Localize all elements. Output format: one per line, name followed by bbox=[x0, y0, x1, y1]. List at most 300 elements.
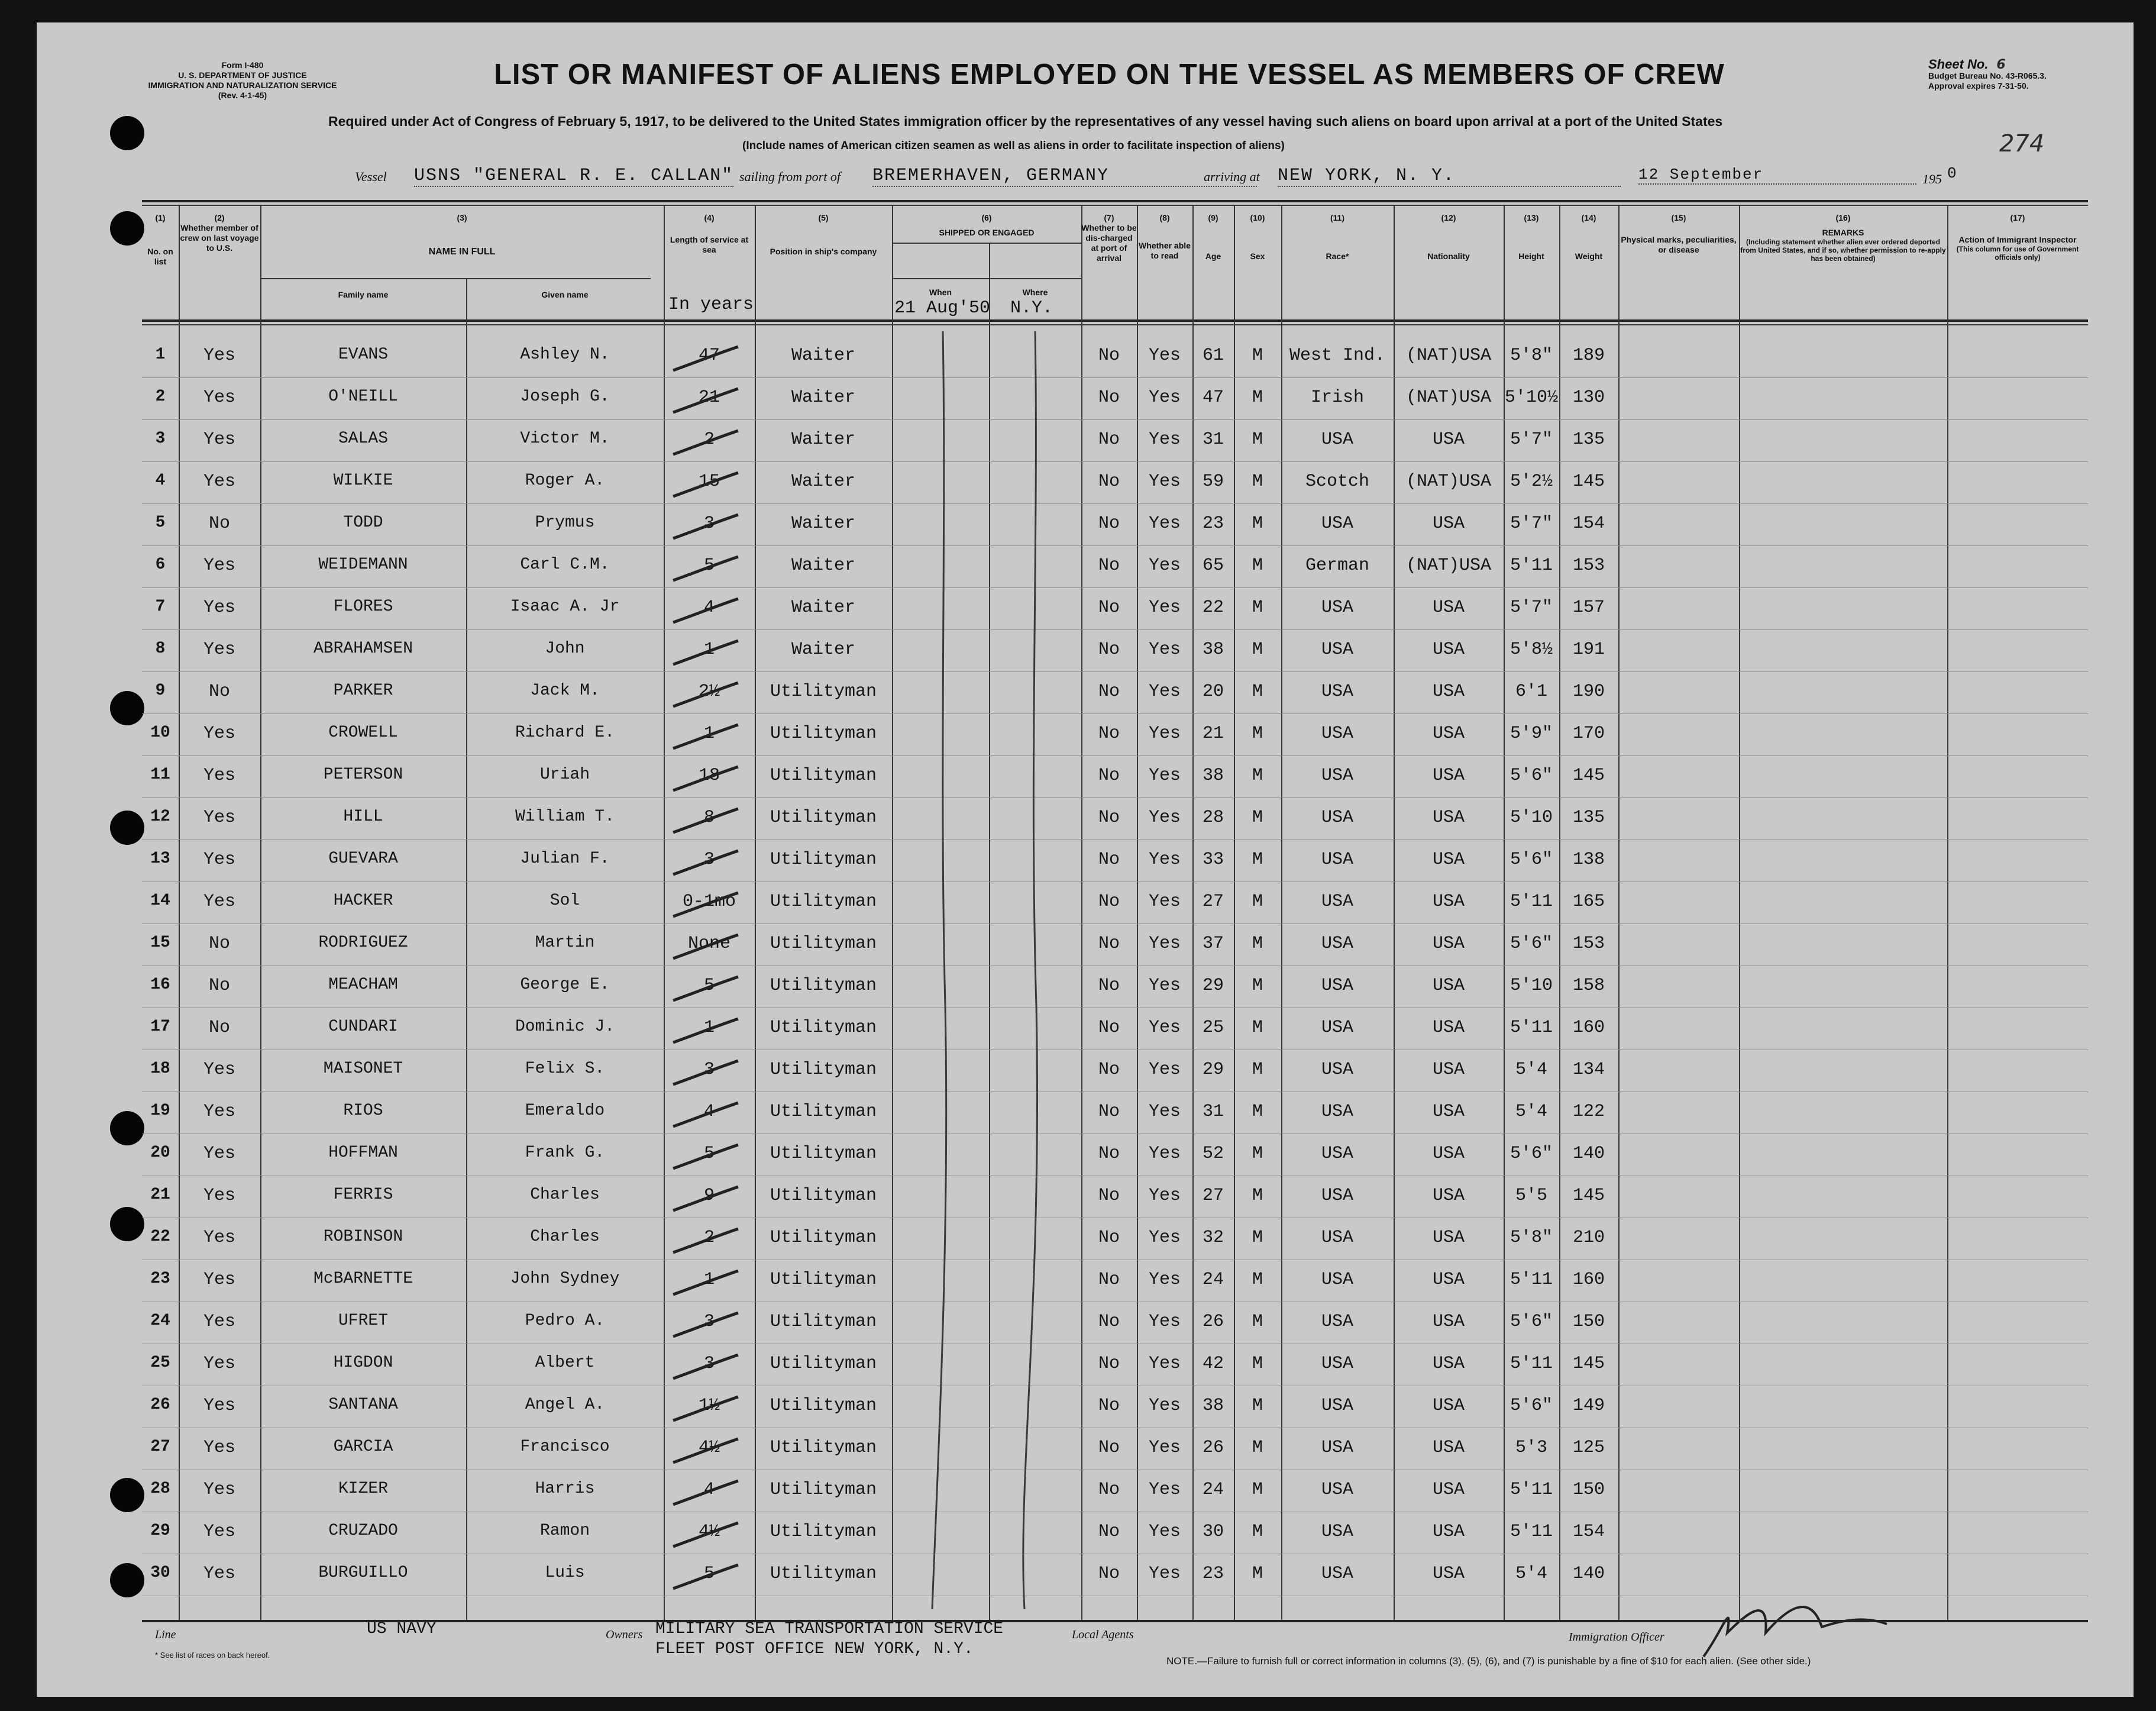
row-number: 8 bbox=[155, 640, 166, 658]
family-name: O'NEILL bbox=[328, 388, 398, 406]
position: Waiter bbox=[791, 346, 856, 366]
nationality: USA bbox=[1432, 766, 1465, 786]
weight: 153 bbox=[1572, 934, 1605, 954]
able-to-read: Yes bbox=[1148, 1396, 1181, 1416]
position: Utilityman bbox=[770, 1480, 877, 1500]
prev-voyage: Yes bbox=[203, 850, 235, 870]
family-name: McBARNETTE bbox=[313, 1270, 413, 1288]
age: 21 bbox=[1202, 724, 1224, 744]
col-header-name: (3) NAME IN FULL bbox=[428, 213, 496, 257]
col-header-age: (9) Age bbox=[1205, 213, 1221, 261]
height: 5'5 bbox=[1515, 1186, 1547, 1206]
nationality: USA bbox=[1432, 1186, 1465, 1206]
race: USA bbox=[1321, 976, 1353, 996]
service-length: 1½ bbox=[698, 1396, 720, 1416]
row-number: 23 bbox=[150, 1270, 170, 1288]
sex: M bbox=[1252, 1270, 1263, 1290]
service-length: 8 bbox=[703, 808, 715, 828]
height: 5'6" bbox=[1509, 850, 1553, 870]
able-to-read: Yes bbox=[1148, 1312, 1181, 1332]
able-to-read: Yes bbox=[1148, 472, 1181, 492]
age: 24 bbox=[1202, 1270, 1224, 1290]
position: Utilityman bbox=[770, 1270, 877, 1290]
age: 37 bbox=[1202, 934, 1224, 954]
service-length: 9 bbox=[703, 1186, 715, 1206]
height: 5'6" bbox=[1509, 1144, 1553, 1164]
row-number: 7 bbox=[155, 598, 166, 616]
height: 5'4 bbox=[1515, 1060, 1547, 1080]
family-name: HILL bbox=[343, 808, 383, 826]
age: 65 bbox=[1202, 556, 1224, 576]
row-number: 19 bbox=[150, 1102, 170, 1120]
age: 27 bbox=[1202, 1186, 1224, 1206]
nationality: USA bbox=[1432, 1102, 1465, 1122]
discharged: No bbox=[1098, 1522, 1120, 1542]
family-name: CROWELL bbox=[328, 724, 398, 742]
height: 5'6" bbox=[1509, 1396, 1553, 1416]
position: Utilityman bbox=[770, 976, 877, 996]
race: USA bbox=[1321, 766, 1353, 786]
height: 5'8½ bbox=[1509, 640, 1553, 660]
able-to-read: Yes bbox=[1148, 682, 1181, 702]
weight: 122 bbox=[1572, 1102, 1605, 1122]
row-number: 6 bbox=[155, 556, 166, 574]
able-to-read: Yes bbox=[1148, 1060, 1181, 1080]
service-length: 21 bbox=[698, 388, 720, 408]
row-number: 17 bbox=[150, 1018, 170, 1036]
sex: M bbox=[1252, 388, 1263, 408]
discharged: No bbox=[1098, 850, 1120, 870]
family-name: CRUZADO bbox=[328, 1522, 398, 1540]
prev-voyage: Yes bbox=[203, 1522, 235, 1542]
age: 26 bbox=[1202, 1312, 1224, 1332]
weight: 138 bbox=[1572, 850, 1605, 870]
family-name: HIGDON bbox=[333, 1354, 393, 1372]
able-to-read: Yes bbox=[1148, 1144, 1181, 1164]
race: West Ind. bbox=[1289, 346, 1386, 366]
discharged: No bbox=[1098, 640, 1120, 660]
discharged: No bbox=[1098, 1018, 1120, 1038]
arriving-label: arriving at bbox=[1204, 169, 1260, 184]
prev-voyage: Yes bbox=[203, 388, 235, 408]
row-number: 4 bbox=[155, 472, 166, 490]
service-length: 1 bbox=[703, 724, 715, 744]
row-number: 3 bbox=[155, 430, 166, 448]
nationality: USA bbox=[1432, 682, 1465, 702]
family-name: TODD bbox=[343, 514, 383, 532]
discharged: No bbox=[1098, 976, 1120, 996]
col-header-discharged: (7) Whether to be dis-charged at port of arrival bbox=[1081, 213, 1137, 263]
prev-voyage: No bbox=[208, 514, 230, 534]
discharged: No bbox=[1098, 472, 1120, 492]
nationality: USA bbox=[1432, 892, 1465, 912]
given-name: Jack M. bbox=[530, 682, 600, 700]
able-to-read: Yes bbox=[1148, 1438, 1181, 1458]
height: 5'11 bbox=[1509, 1018, 1553, 1038]
discharged: No bbox=[1098, 430, 1120, 450]
service-length: 2½ bbox=[698, 682, 720, 702]
col-header-physical: (15) Physical marks, peculiarities, or disease bbox=[1621, 213, 1737, 254]
height: 6'1 bbox=[1515, 682, 1547, 702]
weight: 160 bbox=[1572, 1018, 1605, 1038]
shipped-where: N.Y. bbox=[1010, 298, 1053, 318]
height: 5'2½ bbox=[1509, 472, 1553, 492]
sex: M bbox=[1252, 724, 1263, 744]
given-name: Felix S. bbox=[525, 1060, 605, 1078]
prev-voyage: Yes bbox=[203, 1186, 235, 1206]
able-to-read: Yes bbox=[1148, 724, 1181, 744]
col-header-read: (8) Whether able to read bbox=[1139, 213, 1191, 260]
height: 5'7" bbox=[1509, 598, 1553, 618]
able-to-read: Yes bbox=[1148, 850, 1181, 870]
able-to-read: Yes bbox=[1148, 598, 1181, 618]
weight: 153 bbox=[1572, 556, 1605, 576]
given-name: Carl C.M. bbox=[520, 556, 610, 574]
able-to-read: Yes bbox=[1148, 976, 1181, 996]
weight: 130 bbox=[1572, 388, 1605, 408]
race: German bbox=[1305, 556, 1370, 576]
family-name: PARKER bbox=[333, 682, 393, 700]
given-name: Angel A. bbox=[525, 1396, 605, 1414]
given-name: Luis bbox=[545, 1564, 585, 1582]
discharged: No bbox=[1098, 766, 1120, 786]
when-continuation-line bbox=[932, 331, 946, 1609]
height: 5'9" bbox=[1509, 724, 1553, 744]
nationality: USA bbox=[1432, 514, 1465, 534]
position: Utilityman bbox=[770, 808, 877, 828]
row-number: 5 bbox=[155, 514, 166, 532]
prev-voyage: Yes bbox=[203, 430, 235, 450]
able-to-read: Yes bbox=[1148, 934, 1181, 954]
row-number: 24 bbox=[150, 1312, 170, 1330]
year-suffix: 0 bbox=[1947, 164, 1957, 182]
family-name: WILKIE bbox=[333, 472, 393, 490]
weight: 140 bbox=[1572, 1564, 1605, 1584]
able-to-read: Yes bbox=[1148, 388, 1181, 408]
race: USA bbox=[1321, 1270, 1353, 1290]
service-length: 5 bbox=[703, 1564, 715, 1584]
prev-voyage: Yes bbox=[203, 346, 235, 366]
age: 31 bbox=[1202, 430, 1224, 450]
service-name: IMMIGRATION AND NATURALIZATION SERVICE bbox=[148, 80, 337, 90]
family-name: BURGUILLO bbox=[318, 1564, 408, 1582]
line-label: Line bbox=[155, 1628, 176, 1641]
weight: 154 bbox=[1572, 1522, 1605, 1542]
position: Waiter bbox=[791, 472, 856, 492]
sex: M bbox=[1252, 1312, 1263, 1332]
service-length: 3 bbox=[703, 850, 715, 870]
weight: 145 bbox=[1572, 1354, 1605, 1374]
prev-voyage: Yes bbox=[203, 1354, 235, 1374]
age: 33 bbox=[1202, 850, 1224, 870]
discharged: No bbox=[1098, 556, 1120, 576]
weight: 145 bbox=[1572, 766, 1605, 786]
age: 20 bbox=[1202, 682, 1224, 702]
sex: M bbox=[1252, 766, 1263, 786]
sex: M bbox=[1252, 1018, 1263, 1038]
height: 5'4 bbox=[1515, 1564, 1547, 1584]
race: USA bbox=[1321, 640, 1353, 660]
given-name: Emeraldo bbox=[525, 1102, 605, 1120]
height: 5'11 bbox=[1509, 1480, 1553, 1500]
service-length: 4 bbox=[703, 1102, 715, 1122]
row-number: 25 bbox=[150, 1354, 170, 1372]
position: Utilityman bbox=[770, 1564, 877, 1584]
col-header-position: (5) Position in ship's company bbox=[770, 213, 877, 256]
age: 52 bbox=[1202, 1144, 1224, 1164]
nationality: USA bbox=[1432, 1228, 1465, 1248]
discharged: No bbox=[1098, 724, 1120, 744]
weight: 125 bbox=[1572, 1438, 1605, 1458]
race: USA bbox=[1321, 1522, 1353, 1542]
given-name: Joseph G. bbox=[520, 388, 610, 406]
weight: 145 bbox=[1572, 472, 1605, 492]
col-header-weight: (14) Weight bbox=[1575, 213, 1603, 261]
given-name: Martin bbox=[535, 934, 595, 952]
age: 23 bbox=[1202, 1564, 1224, 1584]
discharged: No bbox=[1098, 1144, 1120, 1164]
sex: M bbox=[1252, 808, 1263, 828]
discharged: No bbox=[1098, 1186, 1120, 1206]
family-name: ROBINSON bbox=[323, 1228, 403, 1246]
position: Utilityman bbox=[770, 1354, 877, 1374]
race: USA bbox=[1321, 514, 1353, 534]
age: 61 bbox=[1202, 346, 1224, 366]
position: Waiter bbox=[791, 556, 856, 576]
vessel-label: Vessel bbox=[355, 169, 387, 184]
year-prefix: 195 bbox=[1922, 172, 1942, 186]
height: 5'7" bbox=[1509, 430, 1553, 450]
family-name: WEIDEMANN bbox=[318, 556, 408, 574]
service-length: 5 bbox=[703, 556, 715, 576]
position: Utilityman bbox=[770, 1438, 877, 1458]
height: 5'10 bbox=[1509, 976, 1553, 996]
position: Utilityman bbox=[770, 1396, 877, 1416]
family-name: MAISONET bbox=[323, 1060, 403, 1078]
sex: M bbox=[1252, 514, 1263, 534]
sex: M bbox=[1252, 682, 1263, 702]
weight: 170 bbox=[1572, 724, 1605, 744]
able-to-read: Yes bbox=[1148, 1480, 1181, 1500]
age: 29 bbox=[1202, 1060, 1224, 1080]
sex: M bbox=[1252, 1522, 1263, 1542]
prev-voyage: Yes bbox=[203, 766, 235, 786]
given-name: Julian F. bbox=[520, 850, 610, 868]
height: 5'6" bbox=[1509, 934, 1553, 954]
given-name: Uriah bbox=[539, 766, 590, 784]
family-name: ABRAHAMSEN bbox=[313, 640, 413, 658]
position: Utilityman bbox=[770, 892, 877, 912]
given-name: Victor M. bbox=[520, 430, 610, 448]
sex: M bbox=[1252, 1186, 1263, 1206]
age: 27 bbox=[1202, 892, 1224, 912]
given-name: Charles bbox=[530, 1186, 600, 1204]
col-header-remarks: (16) REMARKS (Including statement whether alien ever ordered deported from United States, and if so, whether permission to re-apply has been obtained) bbox=[1740, 213, 1946, 263]
race: USA bbox=[1321, 1102, 1353, 1122]
position: Utilityman bbox=[770, 1060, 877, 1080]
height: 5'6" bbox=[1509, 766, 1553, 786]
given-name: Pedro A. bbox=[525, 1312, 605, 1330]
able-to-read: Yes bbox=[1148, 1186, 1181, 1206]
nationality: USA bbox=[1432, 976, 1465, 996]
height: 5'10½ bbox=[1504, 388, 1558, 408]
service-length: 15 bbox=[698, 472, 720, 492]
revision: (Rev. 4-1-45) bbox=[218, 91, 267, 100]
family-name: GARCIA bbox=[333, 1438, 393, 1456]
position: Waiter bbox=[791, 388, 856, 408]
sex: M bbox=[1252, 1396, 1263, 1416]
budget-number: Budget Bureau No. 43-R065.3. bbox=[1928, 71, 2047, 80]
discharged: No bbox=[1098, 1102, 1120, 1122]
discharged: No bbox=[1098, 1270, 1120, 1290]
discharged: No bbox=[1098, 514, 1120, 534]
sailing-label: sailing from port of bbox=[739, 169, 841, 184]
given-name: Prymus bbox=[535, 514, 595, 532]
shipped-when: 21 Aug'50 bbox=[894, 298, 991, 318]
nationality: USA bbox=[1432, 1060, 1465, 1080]
able-to-read: Yes bbox=[1148, 1102, 1181, 1122]
sex: M bbox=[1252, 1060, 1263, 1080]
position: Utilityman bbox=[770, 1018, 877, 1038]
weight: 160 bbox=[1572, 1270, 1605, 1290]
footer-note: NOTE.—Failure to furnish full or correct information in columns (3), (5), (6), and (7) is punishable by a fine of $10 for each alien. (See other side.) bbox=[1166, 1655, 1811, 1667]
sex: M bbox=[1252, 1144, 1263, 1164]
col-header-sex: (10) Sex bbox=[1250, 213, 1265, 261]
position: Utilityman bbox=[770, 1228, 877, 1248]
officer-label: Immigration Officer bbox=[1569, 1631, 1664, 1644]
nationality: USA bbox=[1432, 640, 1465, 660]
service-length: 3 bbox=[703, 1354, 715, 1374]
given-name: Isaac A. Jr bbox=[510, 598, 620, 616]
weight: 140 bbox=[1572, 1144, 1605, 1164]
weight: 157 bbox=[1572, 598, 1605, 618]
nationality: USA bbox=[1432, 1354, 1465, 1374]
height: 5'11 bbox=[1509, 1522, 1553, 1542]
length-unit: In years bbox=[668, 295, 754, 315]
act-statement: Required under Act of Congress of February 5, 1917, to be delivered to the United States immigration officer by the representatives of any vessel having such aliens on board upon arrival at a port of the United States bbox=[328, 114, 1723, 129]
col-header-given: Given name bbox=[541, 290, 589, 299]
given-name: John Sydney bbox=[510, 1270, 620, 1288]
race: USA bbox=[1321, 808, 1353, 828]
discharged: No bbox=[1098, 1354, 1120, 1374]
col-header-action: (17) Action of Immigrant Inspector (This column for use of Government officials only) bbox=[1956, 213, 2079, 262]
given-name: Richard E. bbox=[515, 724, 615, 742]
family-name: FLORES bbox=[333, 598, 393, 616]
weight: 190 bbox=[1572, 682, 1605, 702]
sex: M bbox=[1252, 1228, 1263, 1248]
position: Utilityman bbox=[770, 724, 877, 744]
sex: M bbox=[1252, 1102, 1263, 1122]
where-continuation-line bbox=[1023, 331, 1037, 1609]
row-number: 16 bbox=[150, 976, 170, 994]
nationality: USA bbox=[1432, 430, 1465, 450]
given-name: John bbox=[545, 640, 585, 658]
row-number: 12 bbox=[150, 808, 170, 826]
weight: 150 bbox=[1572, 1312, 1605, 1332]
nationality: (NAT)USA bbox=[1405, 346, 1492, 366]
age: 47 bbox=[1202, 388, 1224, 408]
col-header-where: Where bbox=[1022, 288, 1048, 297]
family-name: KIZER bbox=[338, 1480, 388, 1498]
race: USA bbox=[1321, 1564, 1353, 1584]
col-header-shipped: (6) SHIPPED OR ENGAGED bbox=[939, 213, 1035, 237]
given-name: Francisco bbox=[520, 1438, 610, 1456]
sheet-number: 6 bbox=[1996, 57, 2006, 72]
nationality: USA bbox=[1432, 850, 1465, 870]
col-header-height: (13) Height bbox=[1518, 213, 1544, 261]
department: U. S. DEPARTMENT OF JUSTICE bbox=[178, 70, 307, 80]
race: USA bbox=[1321, 724, 1353, 744]
discharged: No bbox=[1098, 1480, 1120, 1500]
sex: M bbox=[1252, 598, 1263, 618]
service-length: 3 bbox=[703, 1060, 715, 1080]
service-length: 2 bbox=[703, 1228, 715, 1248]
race: USA bbox=[1321, 850, 1353, 870]
col-header-prev-voyage: (2) Whether member of crew on last voyage to U.S. bbox=[180, 213, 259, 253]
position: Waiter bbox=[791, 514, 856, 534]
weight: 150 bbox=[1572, 1480, 1605, 1500]
height: 5'4 bbox=[1515, 1102, 1547, 1122]
race: USA bbox=[1321, 1144, 1353, 1164]
discharged: No bbox=[1098, 346, 1120, 366]
sex: M bbox=[1252, 472, 1263, 492]
family-name: RIOS bbox=[343, 1102, 383, 1120]
weight: 165 bbox=[1572, 892, 1605, 912]
age: 23 bbox=[1202, 514, 1224, 534]
age: 38 bbox=[1202, 766, 1224, 786]
able-to-read: Yes bbox=[1148, 1354, 1181, 1374]
service-length: 1 bbox=[703, 1018, 715, 1038]
family-name: FERRIS bbox=[333, 1186, 393, 1204]
row-number: 11 bbox=[150, 766, 170, 784]
able-to-read: Yes bbox=[1148, 766, 1181, 786]
given-name: Frank G. bbox=[525, 1144, 605, 1162]
age: 28 bbox=[1202, 808, 1224, 828]
able-to-read: Yes bbox=[1148, 640, 1181, 660]
position: Utilityman bbox=[770, 1144, 877, 1164]
col-header-race: (11) Race* bbox=[1326, 213, 1349, 261]
height: 5'11 bbox=[1509, 892, 1553, 912]
service-length: 18 bbox=[698, 766, 720, 786]
row-number: 20 bbox=[150, 1144, 170, 1162]
row-number: 22 bbox=[150, 1228, 170, 1246]
row-number: 30 bbox=[150, 1564, 170, 1582]
discharged: No bbox=[1098, 1438, 1120, 1458]
owners-value-1: MILITARY SEA TRANSPORTATION SERVICE bbox=[655, 1620, 1004, 1638]
sex: M bbox=[1252, 976, 1263, 996]
vessel-name: USNS "GENERAL R. E. CALLAN" bbox=[414, 166, 734, 186]
height: 5'8" bbox=[1509, 1228, 1553, 1248]
row-number: 13 bbox=[150, 850, 170, 868]
discharged: No bbox=[1098, 682, 1120, 702]
line-value: US NAVY bbox=[367, 1620, 437, 1638]
service-length: 47 bbox=[698, 346, 720, 366]
discharged: No bbox=[1098, 892, 1120, 912]
page-title: LIST OR MANIFEST OF ALIENS EMPLOYED ON THE VESSEL AS MEMBERS OF CREW bbox=[494, 59, 1725, 91]
col-header-family: Family name bbox=[338, 290, 389, 299]
discharged: No bbox=[1098, 1396, 1120, 1416]
race: USA bbox=[1321, 682, 1353, 702]
race: USA bbox=[1321, 892, 1353, 912]
arrival-date: 12 September bbox=[1638, 166, 1916, 185]
row-number: 29 bbox=[150, 1522, 170, 1540]
owners-label: Owners bbox=[606, 1628, 643, 1641]
departure-port: BREMERHAVEN, GERMANY bbox=[872, 166, 1257, 187]
prev-voyage: Yes bbox=[203, 556, 235, 576]
approval-expiry: Approval expires 7-31-50. bbox=[1928, 81, 2029, 91]
nationality: USA bbox=[1432, 1522, 1465, 1542]
service-length: 5 bbox=[703, 1144, 715, 1164]
